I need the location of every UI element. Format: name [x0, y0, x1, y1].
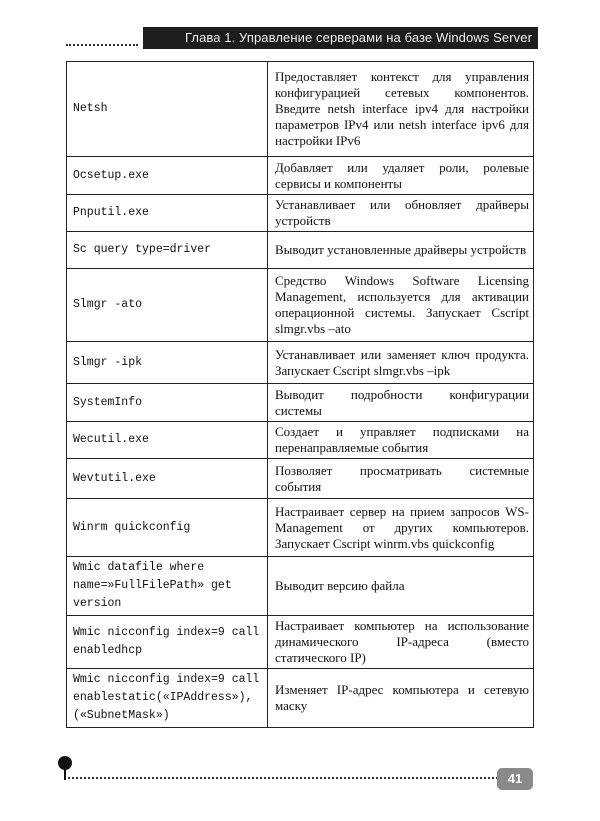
- description-cell: Устанавливает или заменяет ключ продукта. Запускает Cscript slmgr.vbs –ipk: [268, 342, 534, 384]
- description-cell: Настраивает компьютер на использование динамического IP-адреса (вместо статического IP): [268, 616, 534, 669]
- header-dotted-rule: [66, 44, 138, 46]
- command-cell: Pnputil.exe: [67, 195, 268, 232]
- footer-dotted-rule: [68, 777, 498, 779]
- chapter-header: [143, 27, 538, 49]
- table-row: [67, 459, 534, 499]
- table-row: [67, 616, 534, 669]
- description-cell: Настраивает сервер на прием запросов WS-Management от других компьютеров. Запускает Cscript winrm.vbs quickconfig: [268, 499, 534, 557]
- description-cell: Средство Windows Software Licensing Management, используется для активации операционной системы. Запускает Cscript slmgr.vbs –ato: [268, 269, 534, 342]
- command-cell: Wevtutil.exe: [67, 459, 268, 499]
- command-cell: Netsh: [67, 62, 268, 157]
- command-cell: Winrm quickconfig: [67, 499, 268, 557]
- command-cell: Wmic nicconfig index=9 call enablestatic(«IPAddress»), («SubnetMask»): [67, 669, 268, 728]
- description-cell: Устанавливает или обновляет драйверы устройств: [268, 195, 534, 232]
- table-row: [67, 557, 534, 616]
- commands-table: [66, 61, 534, 728]
- command-cell: SystemInfo: [67, 384, 268, 422]
- description-cell: Создает и управляет подписками на перенаправляемые события: [268, 422, 534, 459]
- table-row: [67, 499, 534, 557]
- description-cell: Выводит версию файла: [268, 557, 534, 616]
- command-cell: Sc query type=driver: [67, 232, 268, 269]
- table-row: [67, 269, 534, 342]
- command-cell: Slmgr -ato: [67, 269, 268, 342]
- command-cell: Wecutil.exe: [67, 422, 268, 459]
- table-row: [67, 195, 534, 232]
- table-row: [67, 422, 534, 459]
- table-row: [67, 232, 534, 269]
- command-cell: Ocsetup.exe: [67, 157, 268, 195]
- command-cell: Slmgr -ipk: [67, 342, 268, 384]
- description-cell: Выводит подробности конфигурации системы: [268, 384, 534, 422]
- chapter-title: Глава 1. Управление серверами на базе Windows Server: [184, 30, 532, 45]
- description-cell: Выводит установленные драйверы устройств: [268, 232, 534, 269]
- footer-bullet-stem: [64, 768, 66, 780]
- page-number: 41: [497, 768, 533, 790]
- table-row: [67, 384, 534, 422]
- table-row: [67, 157, 534, 195]
- table-row: [67, 342, 534, 384]
- command-cell: Wmic nicconfig index=9 call enabledhcp: [67, 616, 268, 669]
- description-cell: Позволяет просматривать системные события: [268, 459, 534, 499]
- command-cell: Wmic datafile where name=»FullFilePath» get version: [67, 557, 268, 616]
- table-row: [67, 62, 534, 157]
- description-cell: Предоставляет контекст для управления конфигурацией сетевых компонентов. Введите netsh interface ipv4 для настройки параметров IPv4 или netsh interface ipv6 для настройки IPv6: [268, 62, 534, 157]
- description-cell: Изменяет IP-адрес компьютера и сетевую маску: [268, 669, 534, 728]
- table-row: [67, 669, 534, 728]
- description-cell: Добавляет или удаляет роли, ролевые сервисы и компоненты: [268, 157, 534, 195]
